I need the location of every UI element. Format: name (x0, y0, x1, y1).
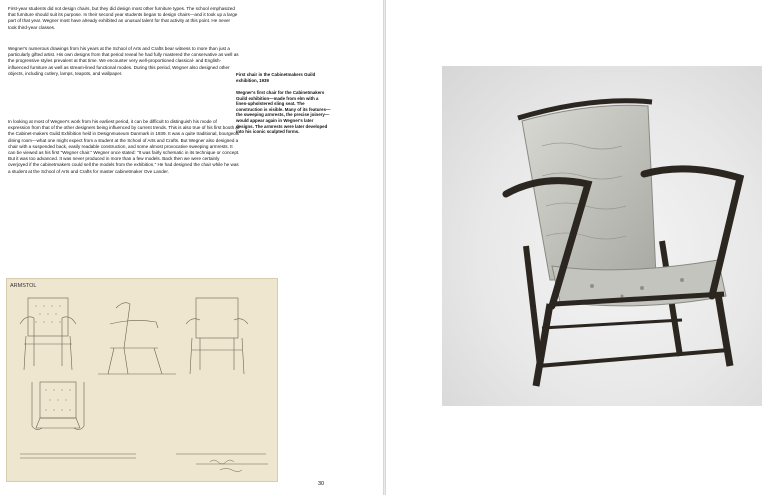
body-paragraph: In looking at most of Wegner's work from his earliest period, it can be difficult to distinguish his mode of expression from that of the other designers being influenced by current trends. This is also true of his first booth at the Cabinet-makers Guild Exhibition held in Designmuseum Danmark in 1939. It was a quite traditional, bourgeois dining room—what one might expect from a student at the School of Arts and Crafts. But Wegner also designed a chair with a suspended back, easily readable construction, and some almost provocative sweeping armrests. It can be viewed as his first "Wegner chair." Wegner once stated: "It was fairly schematic in its technique or concept. But it was too advanced. It was never produced in more than a few models. Back then we were certainly overjoyed if the cabinetmakers could sell the models from the exhibition." He had designed the chair while he was a student at the School of Arts and Crafts for master cabinetmaker Ove Lander. (8, 119, 240, 174)
page-number: 30 (318, 481, 325, 487)
left-page (0, 0, 383, 495)
body-paragraph: Wegner's numerous drawings from his years at the School of Arts and Crafts bear witness to more than just a particularly gifted artist. His own designs from that period reveal he had fully mastered the conservative as well as the progressive styles prevalent at that time. We encounter very well-proportioned classical- and English-influenced furniture as well as stream-lined functional modes. During this period, Wegner also designed other objects, including cutlery, lamps, teapots, and wallpaper. (8, 46, 239, 76)
chair-photo-art (442, 66, 762, 406)
signature-scribble (210, 460, 242, 472)
right-page (386, 0, 770, 495)
body-paragraph: First-year students did not design chairs, but they did design most other furniture types. The school emphasized that furniture should suit its purpose. In their second year students began to design chairs—and it took up a large part of that year. Wegner most have already exhibited an unusual talent for that activity at this point. He never took third-year classes. (8, 6, 238, 30)
sketch-header: ARMSTOL (10, 283, 37, 289)
chair-photograph (442, 66, 762, 406)
caption-title: First chair in the Cabinetmakers Guild exhibition, 1939 (236, 72, 316, 83)
caption-body: Wegner's first chair for the Cabinetmakers Guild exhibition—made from elm with a linen-upholstered sling seat. The construction is visible. Many of its features—the sweeping armrests, the precise joinery—would appear again in Wegner's later designs. The armrests were later developed into his iconic sculpted forms. (236, 90, 331, 135)
chair-sketch-drawing (6, 278, 278, 482)
sketch-lines (6, 278, 278, 482)
